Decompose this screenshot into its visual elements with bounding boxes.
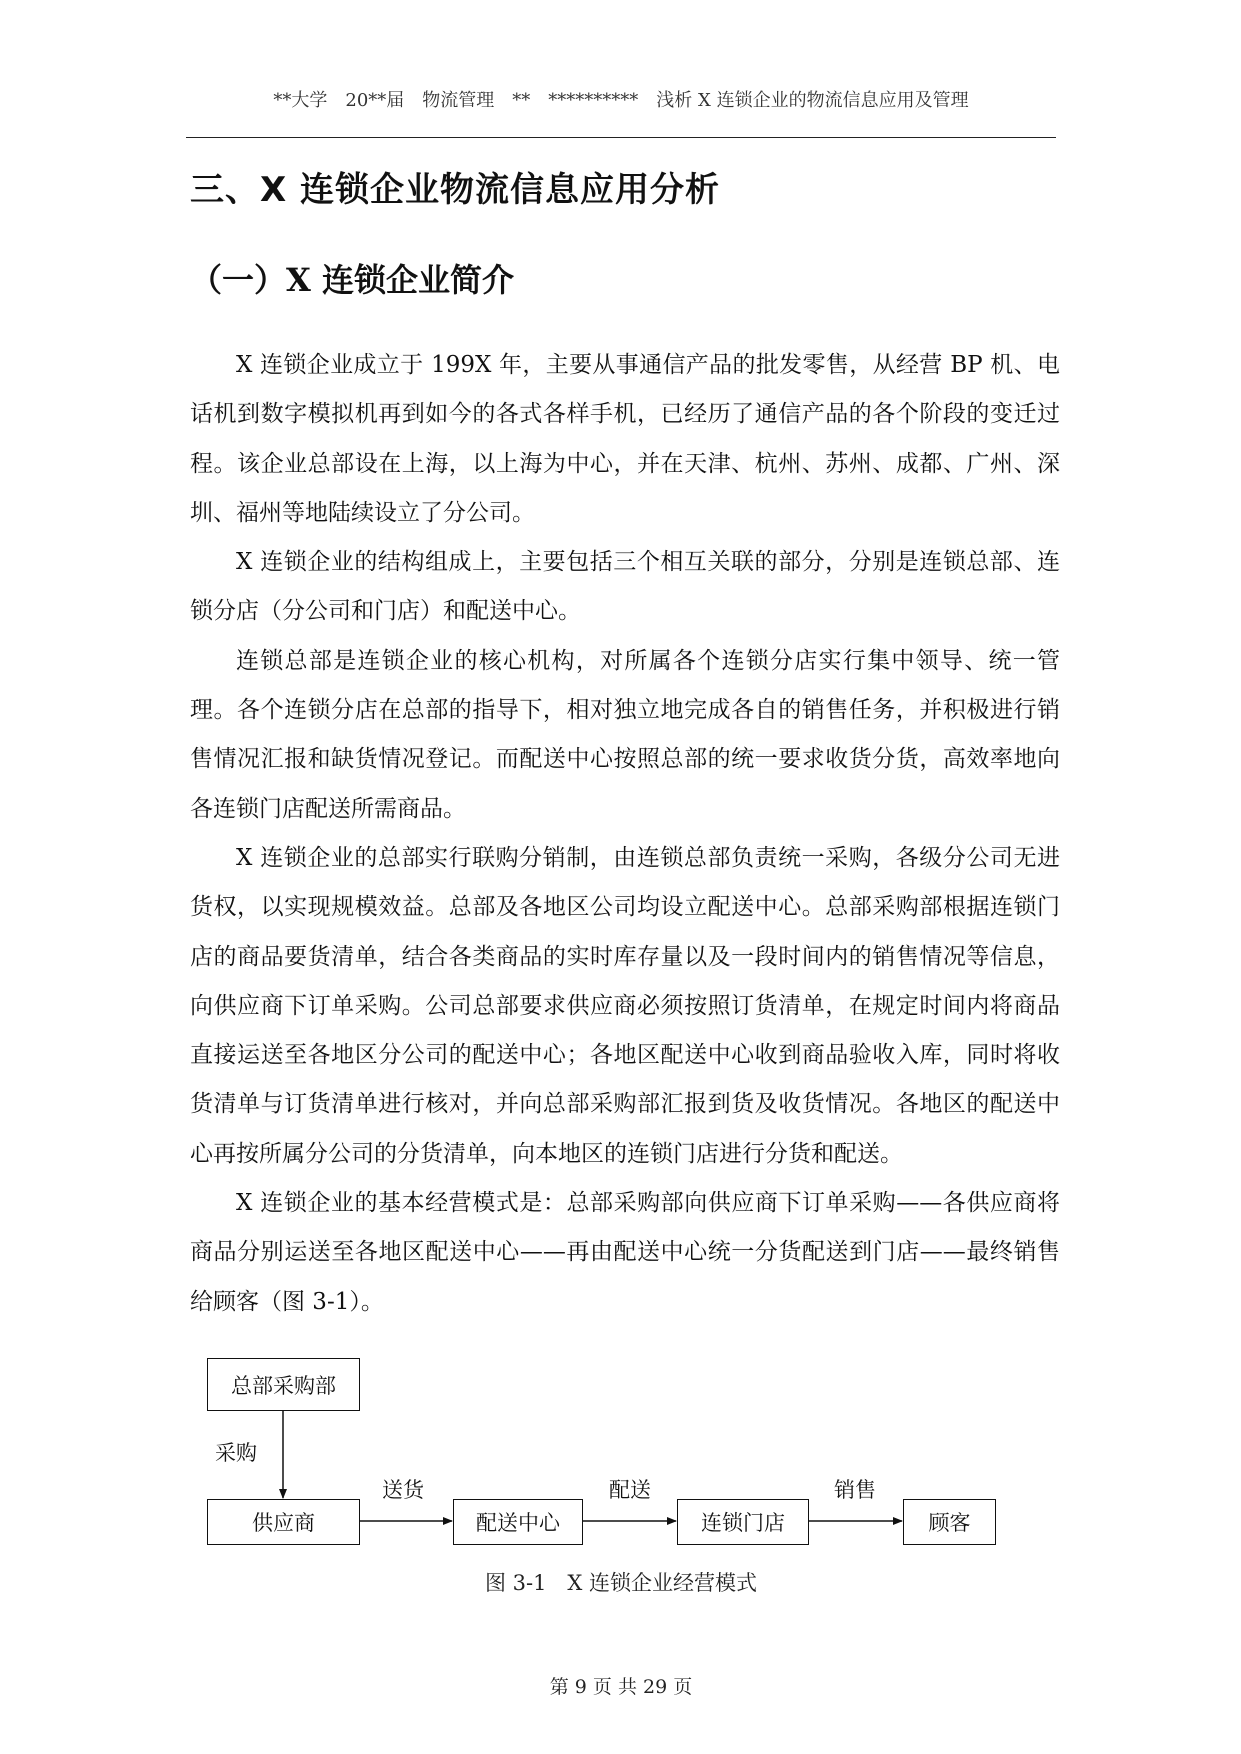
edge-label-distribute: 配送 — [609, 1478, 651, 1502]
paragraph-headquarters: 连锁总部是连锁企业的核心机构，对所属各个连锁分店实行集中领导、统一管理。各个连锁分店在总部的指导下，相对独立地完成各自的销售任务，并积极进行销售情况汇报和缺货情况登记。而配送中心按照总部的统一要求收货分货，高效率地向各连锁门店配送所需商品。 — [190, 647, 1060, 822]
edge-label-ship: 送货 — [382, 1478, 424, 1502]
page-number: 第 9 页 共 29 页 — [549, 1676, 693, 1698]
edge-label-purchase: 采购 — [215, 1441, 257, 1465]
paragraph-intro: X 连锁企业成立于 199X 年，主要从事通信产品的批发零售，从经营 BP 机、电话机到数字模拟机再到如今的各式各样手机，已经历了通信产品的各个阶段的变迁过程。该企业总部设在上海，以上海为中心，并在天津、杭州、苏州、成都、广州、深圳、福州等地陆续设立了分公司。 — [190, 352, 1060, 526]
body-text — [190, 341, 1060, 1327]
paragraph-purchasing: X 连锁企业的总部实行联购分销制，由连锁总部负责统一采购，各级分公司无进货权，以实现规模效益。总部及各地区公司均设立配送中心。总部采购部根据连锁门店的商品要货清单，结合各类商品的实时库存量以及一段时间内的销售情况等信息，向供应商下订单采购。公司总部要求供应商必须按照订货清单，在规定时间内将商品直接运送至各地区分公司的配送中心；各地区配送中心收到商品验收入库，同时将收货清单与订货清单进行核对，并向总部采购部汇报到货及收货情况。各地区的配送中心再按所属分公司的分货清单，向本地区的连锁门店进行分货和配送。 — [190, 844, 1060, 1167]
node-supplier: 供应商 — [207, 1499, 360, 1545]
edge-label-sell: 销售 — [834, 1478, 876, 1502]
section-title: （一）X 连锁企业简介 — [190, 261, 514, 299]
header-rule — [186, 137, 1056, 138]
node-hq-purchasing: 总部采购部 — [207, 1358, 360, 1411]
paragraph-structure: X 连锁企业的结构组成上，主要包括三个相互关联的部分，分别是连锁总部、连锁分店（分公司和门店）和配送中心。 — [190, 549, 1060, 625]
node-customer: 顾客 — [903, 1499, 996, 1545]
node-distribution-center: 配送中心 — [453, 1499, 583, 1545]
paragraph-business-model: X 连锁企业的基本经营模式是：总部采购部向供应商下订单采购——各供应商将商品分别运送至各地区配送中心——再由配送中心统一分货配送到门店——最终销售给顾客（图 3-1）。 — [190, 1190, 1060, 1315]
running-header: **大学 20**届 物流管理 ** ********** 浅析 X 连锁企业的物流信息应用及管理 — [273, 90, 969, 111]
figure-caption: 图 3-1 X 连锁企业经营模式 — [484, 1571, 758, 1595]
node-chain-store: 连锁门店 — [677, 1499, 809, 1545]
chapter-title: 三、X 连锁企业物流信息应用分析 — [190, 170, 721, 210]
